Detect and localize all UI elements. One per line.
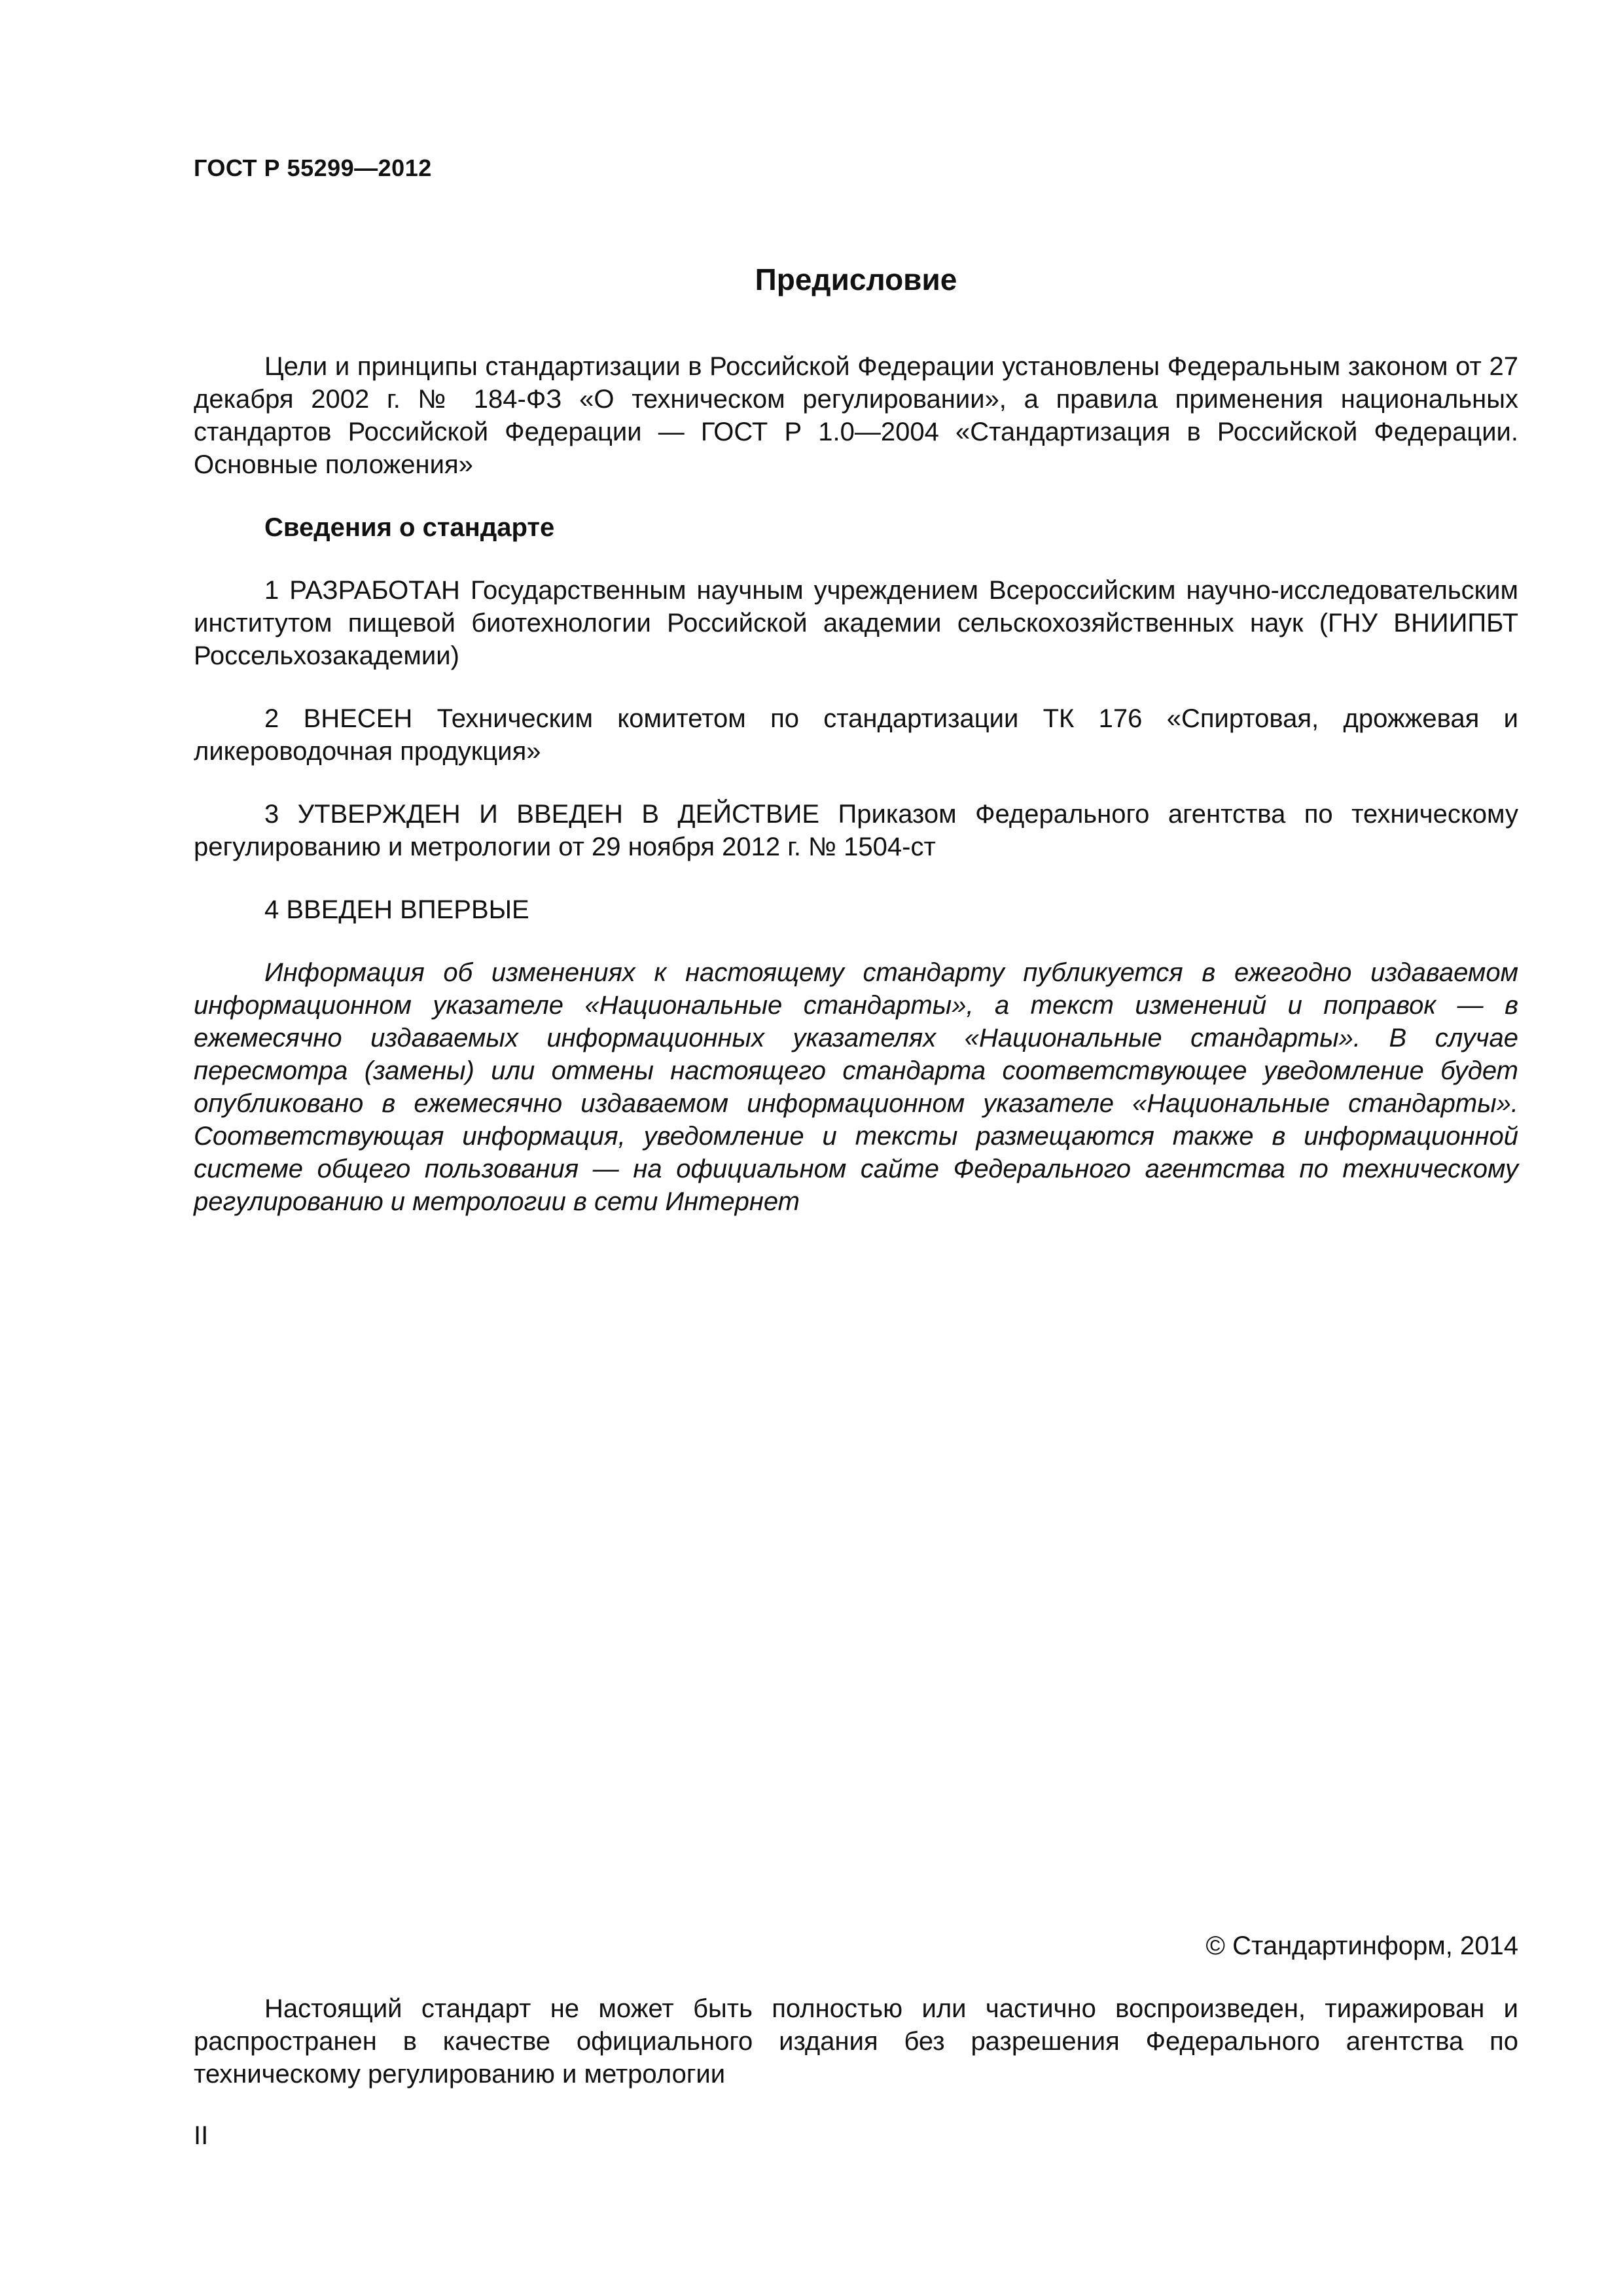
- footer-section: [194, 1929, 1518, 2121]
- document-code: ГОСТ Р 55299—2012: [194, 154, 432, 181]
- changes-notice-paragraph: Информация об изменениях к настоящему стандарту публикуется в ежегодно издаваемом информационном указателе «Национальные стандарты», а текст изменений и поправок — в ежемесячно издаваемых информационных указателях «Национальные стандарты». В случае пересмотра (замены) или отмены настоящего стандарта соответствующее уведомление будет опубликовано в ежемесячно издаваемом информационном указателе «Национальные стандарты». Соответствующая информация, уведомление и тексты размещаются также в информационной системе общего пользования — на официальном сайте Федерального агентства по техническому регулированию и метрологии в сети Интернет: [194, 958, 1518, 1217]
- reproduction-rights-paragraph: Настоящий стандарт не может быть полностью или частично воспроизведен, тиражирован и распространен в качестве официального издания без разрешения Федерального агентства по техническому регулированию и метрологии: [194, 1994, 1518, 2089]
- info-item-approved: 3 УТВЕРЖДЕН И ВВЕДЕН В ДЕЙСТВИЕ Приказом Федерального агентства по техническому регулированию и метрологии от 29 ноября 2012 г. № 1504-ст: [194, 800, 1518, 862]
- copyright-line: © Стандартинформ, 2014: [1205, 1931, 1518, 1960]
- preface-section: [194, 262, 1518, 1248]
- preface-intro-paragraph: Цели и принципы стандартизации в Российской Федерации установлены Федеральным законом от 27 декабря 2002 г. № 184-ФЗ «О техническом регулировании», а правила применения национальных стандартов Российской Федерации — ГОСТ Р 1.0—2004 «Стандартизация в Российской Федерации. Основные положения»: [194, 352, 1518, 480]
- info-item-developed: 1 РАЗРАБОТАН Государственным научным учреждением Всероссийским научно-исследовательским институтом пищевой биотехнологии Российской академии сельскохозяйственных наук (ГНУ ВНИИПБТ Россельхозакадемии): [194, 576, 1518, 671]
- preface-title: Предисловие: [755, 262, 957, 296]
- info-item-submitted: 2 ВНЕСЕН Техническим комитетом по стандартизации ТК 176 «Спиртовая, дрожжевая и ликероводочная продукция»: [194, 704, 1518, 766]
- standard-info-heading: Сведения о стандарте: [264, 513, 555, 543]
- page-number: II: [194, 2121, 209, 2150]
- info-item-first-introduced: 4 ВВЕДЕН ВПЕРВЫЕ: [264, 895, 529, 925]
